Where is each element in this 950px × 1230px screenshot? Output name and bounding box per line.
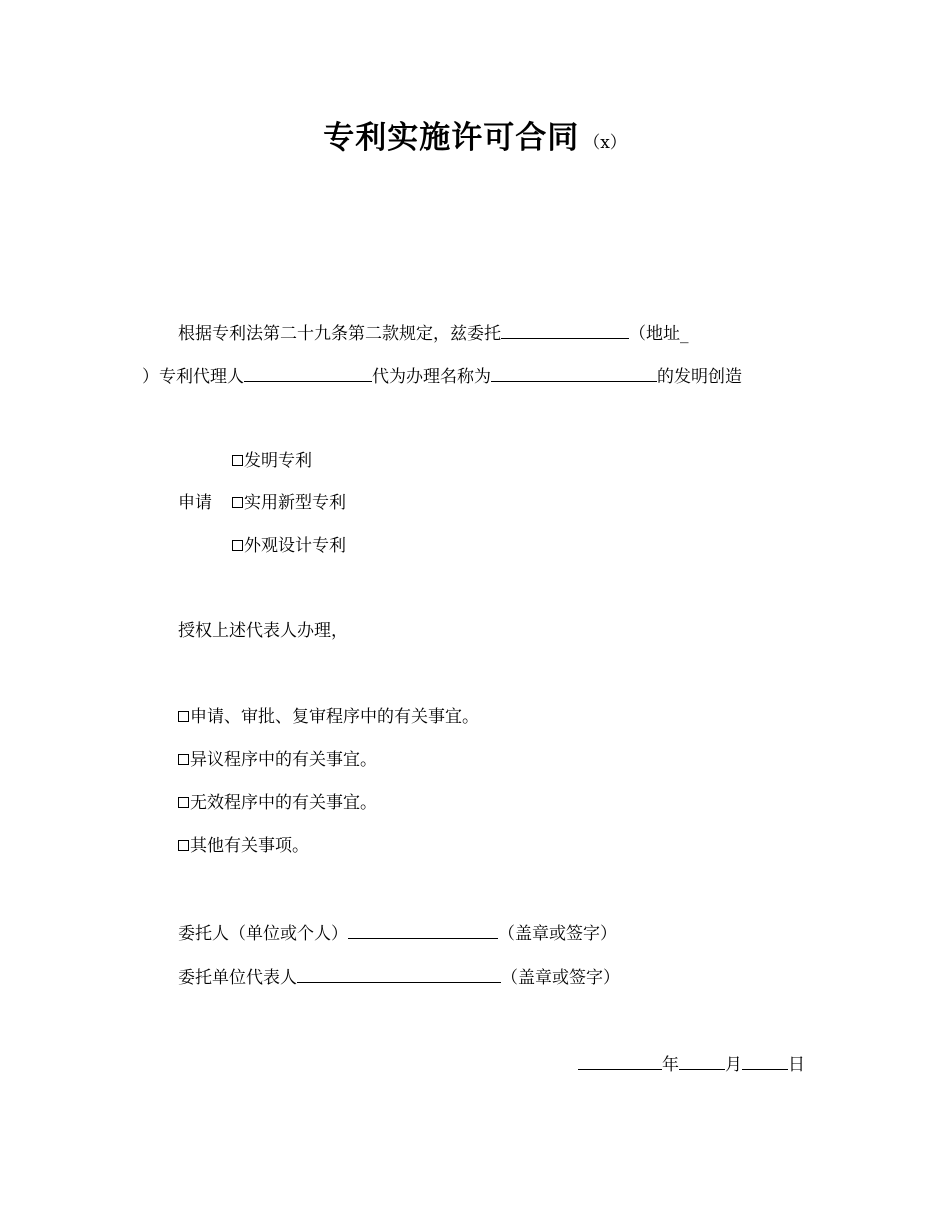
authorize-text: 授权上述代表人办理， (178, 621, 348, 641)
representative-blank[interactable] (297, 964, 501, 983)
matter-label: 无效程序中的有关事宜。 (190, 793, 377, 813)
year-label: 年 (662, 1055, 679, 1075)
apply-label: 申请 (178, 493, 212, 513)
checkbox-icon[interactable] (232, 455, 243, 466)
month-blank[interactable] (679, 1051, 725, 1070)
apply-option-label: 实用新型专利 (244, 493, 346, 513)
principal-label: 委托人（单位或个人） (178, 924, 348, 944)
matter-label: 其他有关事项。 (190, 836, 309, 856)
apply-option-2[interactable] (232, 492, 346, 514)
principal-blank[interactable] (348, 920, 498, 939)
apply-option-1[interactable] (232, 450, 312, 472)
year-blank[interactable] (578, 1051, 662, 1070)
agency-blank[interactable] (501, 320, 629, 339)
para1-line2-suffix: 的发明创造 (657, 367, 742, 387)
representative-line (178, 964, 620, 989)
title-suffix: （x） (583, 133, 627, 153)
month-label: 月 (725, 1055, 742, 1075)
representative-note: （盖章或签字） (501, 968, 620, 988)
checkbox-icon[interactable] (232, 497, 243, 508)
day-label: 日 (788, 1055, 805, 1075)
apply-option-label: 发明专利 (244, 451, 312, 471)
para1-line1 (178, 320, 689, 345)
para1-line2 (142, 363, 742, 388)
title-main: 专利实施许可合同 (323, 120, 580, 156)
matter-item-1[interactable] (178, 706, 479, 728)
matter-item-3[interactable] (178, 792, 377, 814)
para1-line1-suffix: （地址_ (629, 324, 689, 344)
apply-option-label: 外观设计专利 (244, 536, 346, 556)
date-line (578, 1051, 805, 1076)
checkbox-icon[interactable] (178, 840, 189, 851)
document-title (0, 112, 950, 157)
checkbox-icon[interactable] (232, 540, 243, 551)
agent-blank[interactable] (244, 363, 372, 382)
matter-item-2[interactable] (178, 749, 377, 771)
matter-label: 异议程序中的有关事宜。 (190, 750, 377, 770)
matter-label: 申请、审批、复审程序中的有关事宜。 (190, 707, 479, 727)
checkbox-icon[interactable] (178, 711, 189, 722)
matter-item-4[interactable] (178, 835, 309, 857)
principal-note: （盖章或签字） (498, 924, 617, 944)
invention-name-blank[interactable] (491, 363, 657, 382)
checkbox-icon[interactable] (178, 797, 189, 808)
representative-label: 委托单位代表人 (178, 968, 297, 988)
principal-line (178, 920, 617, 945)
checkbox-icon[interactable] (178, 754, 189, 765)
para1-line2-mid: 代为办理名称为 (372, 367, 491, 387)
day-blank[interactable] (742, 1051, 788, 1070)
para1-line1-prefix: 根据专利法第二十九条第二款规定，兹委托 (178, 324, 501, 344)
apply-option-3[interactable] (232, 535, 346, 557)
para1-line2-prefix: ）专利代理人 (142, 367, 244, 387)
